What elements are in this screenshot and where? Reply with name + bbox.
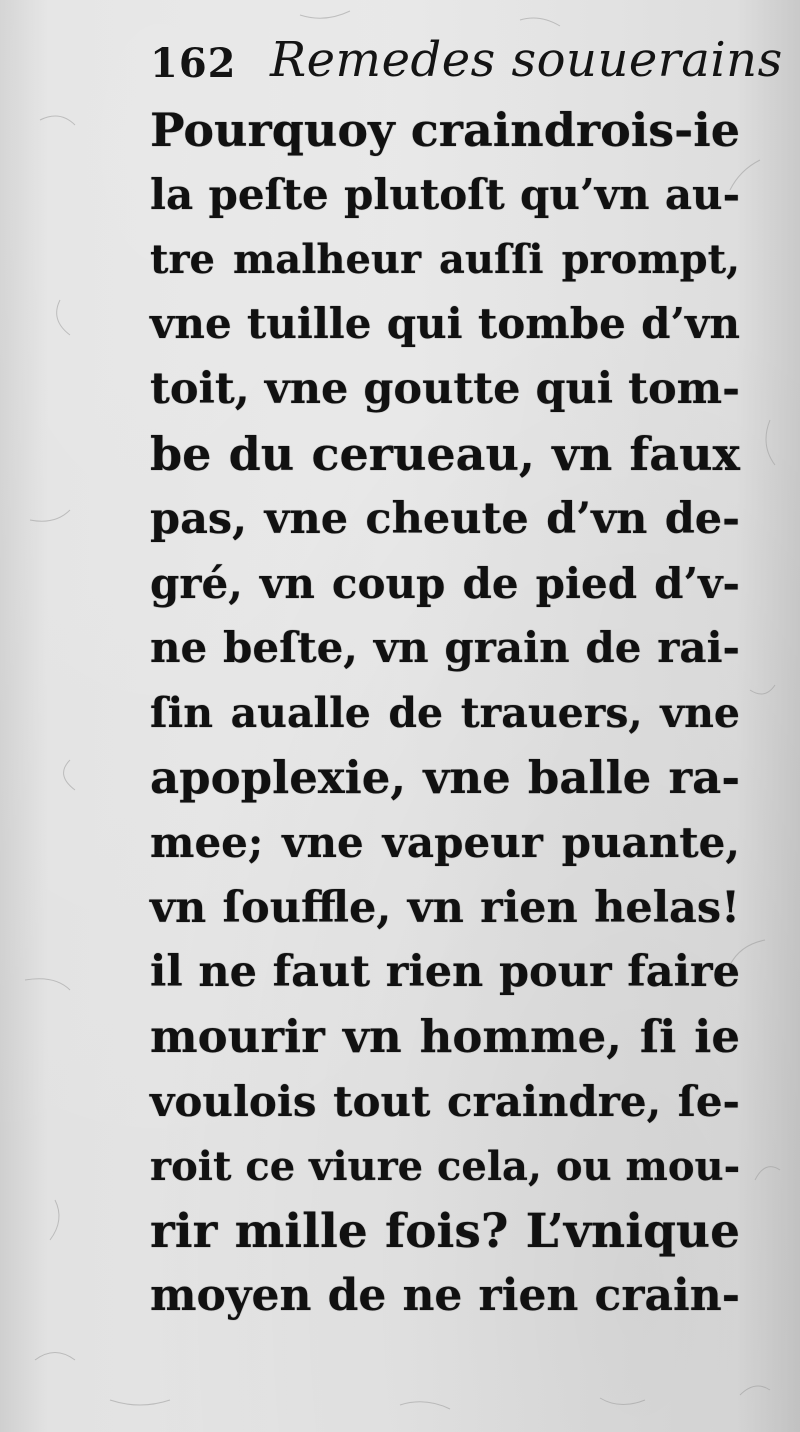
text-line: ne beſte, vn grain de rai- <box>150 623 740 673</box>
text-line: Pourquoy craindrois-ie <box>150 103 741 157</box>
text-line: voulois tout craindre, ſe- <box>150 1076 740 1126</box>
text-line: la peſte plutoſt qu’vn au- <box>150 169 740 219</box>
text-line: il ne faut rien pour faire <box>150 947 740 998</box>
page-header <box>150 26 783 96</box>
text-line: pas, vne cheute d’vn de- <box>150 493 740 544</box>
text-line: mourir vn homme, ſi ie <box>150 1010 740 1064</box>
text-line: gré, vn coup de pied d’v- <box>150 558 740 608</box>
body-text <box>150 98 740 1329</box>
page-number: 162 <box>150 40 237 87</box>
text-line: ſin aualle de trauers, vne <box>150 689 740 738</box>
text-line: mee; vne vapeur puante, <box>150 817 740 867</box>
text-line: toit, vne goutte qui tom- <box>150 364 740 415</box>
text-line: vn ſouffle, vn rien helas! <box>150 882 740 933</box>
text-line: vne tuille qui tombe d’vn <box>150 299 740 349</box>
text-line: roit ce viure cela, ou mou- <box>150 1142 741 1190</box>
text-line: be du cerueau, vn faux <box>150 426 740 481</box>
running-title: Remedes souuerains <box>270 32 783 88</box>
text-line: tre malheur auſſi prompt, <box>150 235 740 283</box>
text-line: moyen de ne rien crain- <box>150 1270 740 1322</box>
text-line: rir mille fois? L’vnique <box>150 1203 740 1259</box>
text-line: apoplexie, vne balle ra- <box>150 750 740 804</box>
